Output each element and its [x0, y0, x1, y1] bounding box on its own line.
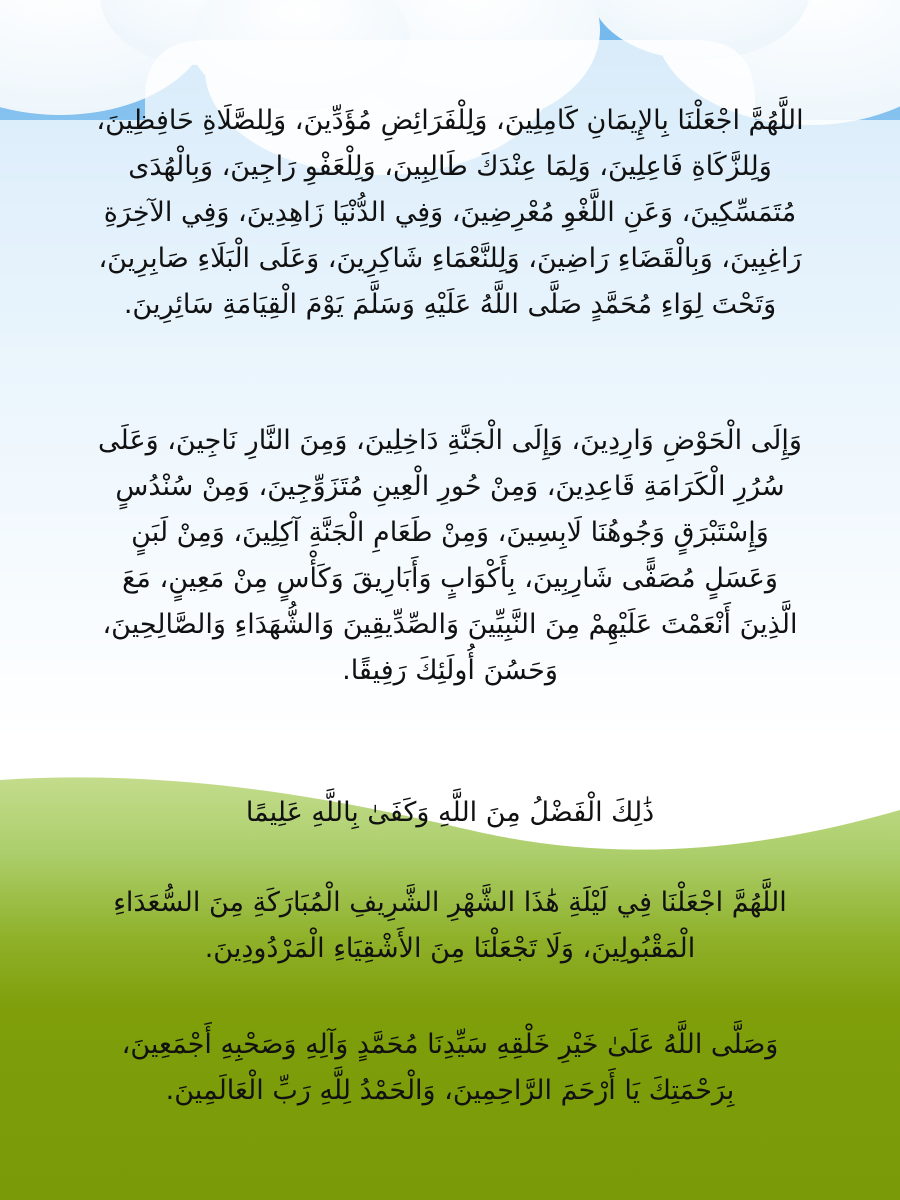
- prayer-paragraph-4: اللَّهُمَّ اجْعَلْنَا فِي لَيْلَةِ هَٰذَا الشَّهْرِ الشَّرِيفِ الْمُبَارَكَةِ مِنَ السُّعَدَاءِ الْمَقْبُولِينَ، وَلَا تَجْعَلْنَا مِنَ الأَشْقِيَاءِ الْمَرْدُودِينَ.: [113, 887, 787, 964]
- prayer-paragraph-5: وَصَلَّى اللَّهُ عَلَىٰ خَيْرِ خَلْقِهِ سَيِّدِنَا مُحَمَّدٍ وَآلِهِ وَصَحْبِهِ أَجْمَعِينَ، بِرَحْمَتِكَ يَا أَرْحَمَ الرَّاحِمِينَ، وَالْحَمْدُ لِلَّهِ رَبِّ الْعَالَمِينَ.: [121, 1029, 779, 1106]
- prayer-paragraph-2: وَإِلَى الْحَوْضِ وَارِدِينَ، وَإِلَى الْجَنَّةِ دَاخِلِينَ، وَمِنَ النَّارِ نَاجِينَ، وَعَلَى سُرُرِ الْكَرَامَةِ قَاعِدِينَ، وَمِنْ حُورِ الْعِينِ مُتَزَوِّجِينَ، وَمِنْ سُنْدُسٍ وَإِسْتَبْرَقٍ وَجُوهُنَا لَابِسِينَ، وَمِنْ طَعَامِ الْجَنَّةِ آكِلِينَ، وَمِنْ لَبَنٍ وَعَسَلٍ مُصَفًّى شَارِبِينَ، بِأَكْوَابٍ وَأَبَارِيقَ وَكَأْسٍ مِنْ مَعِينٍ، مَعَ الَّذِينَ أَنْعَمْتَ عَلَيْهِمْ مِنَ النَّبِيِّينَ وَالصِّدِّيقِينَ وَالشُّهَدَاءِ وَالصَّالِحِينَ، وَحَسُنَ أُولَئِكَ رَفِيقًا.: [98, 425, 802, 686]
- prayer-paragraph-1: اللَّهُمَّ اجْعَلْنَا بِالإِيمَانِ كَامِلِينَ، وَلِلْفَرَائِضِ مُؤَدِّينَ، وَلِلصَّلَاةِ حَافِظِينَ، وَلِلزَّكَاةِ فَاعِلِينَ، وَلِمَا عِنْدَكَ طَالِبِينَ، وَلِلْعَفْوِ رَاجِينَ، وَبِالْهُدَى مُتَمَسِّكِينَ، وَعَنِ اللَّغْوِ مُعْرِضِينَ، وَفِي الدُّنْيَا زَاهِدِينَ، وَفِي الآخِرَةِ رَاغِبِينَ، وَبِالْقَضَاءِ رَاضِينَ، وَلِلنَّعْمَاءِ شَاكِرِينَ، وَعَلَى الْبَلَاءِ صَابِرِينَ، وَتَحْتَ لِوَاءِ مُحَمَّدٍ صَلَّى اللَّهُ عَلَيْهِ وَسَلَّمَ يَوْمَ الْقِيَامَةِ سَائِرِينَ.: [96, 105, 804, 320]
- prayer-paragraph-3: ذَٰلِكَ الْفَضْلُ مِنَ اللَّهِ وَكَفَىٰ بِاللَّهِ عَلِيمًا: [245, 797, 655, 828]
